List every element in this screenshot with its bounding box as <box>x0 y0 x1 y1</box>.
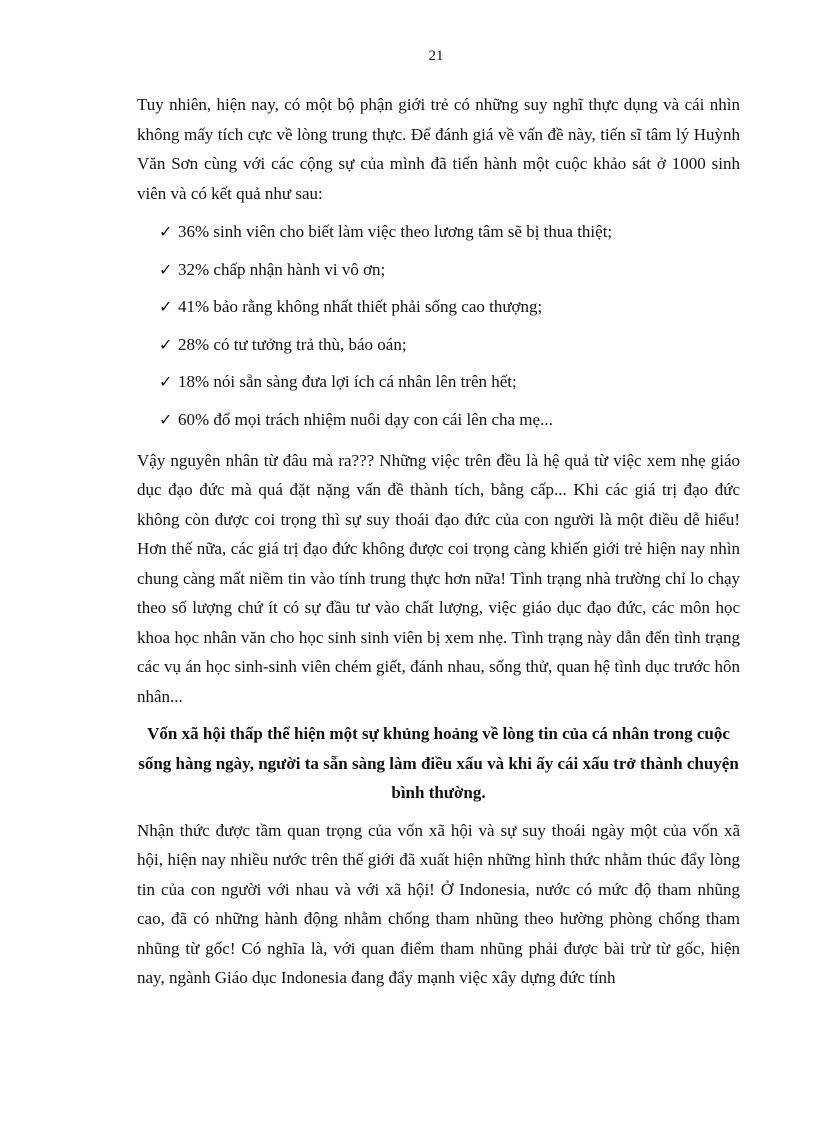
checkmark-icon: ✓ <box>159 411 173 429</box>
intro-paragraph: Tuy nhiên, hiện nay, có một bộ phận giới trẻ có những suy nghĩ thực dụng và cái nhìn không mấy tích cực về lòng trung thực. Để đánh giá về vấn đề này, tiến sĩ tâm lý Huỳnh Văn Sơn cùng với các cộng sự của mình đã tiến hành một cuộc khảo sát ở 1000 sinh viên và có kết quả như sau: <box>137 95 740 203</box>
list-item <box>159 364 740 402</box>
document-body <box>137 90 740 993</box>
survey-item-text: 60% đổ mọi trách nhiệm nuôi dạy con cái lên cha mẹ... <box>178 409 553 429</box>
survey-item-text: 28% có tư tưởng trả thù, báo oán; <box>178 334 407 354</box>
cause-paragraph: Vậy nguyên nhân từ đâu mà ra??? Những việc trên đều là hệ quả từ việc xem nhẹ giáo dục đạo đức mà quá đặt nặng vấn đề thành tích, bằng cấp... Khi các giá trị đạo đức không còn được coi trọng thì sự suy thoái đạo đức của con người là một điều dễ hiểu! Hơn thế nữa, các giá trị đạo đức không được coi trọng càng khiến giới trẻ hiện nay nhìn chung càng mất niềm tin vào tính trung thực hơn nữa! Tình trạng nhà trường chỉ lo chạy theo số lượng chứ ít có sự đầu tư vào chất lượng, việc giáo dục đạo đức, các môn học khoa học nhân văn cho học sinh sinh viên bị xem nhẹ. Tình trạng này dẫn đến tình trạng các vụ án học sinh-sinh viên chém giết, đánh nhau, sống thử, quan hệ tình dục trước hôn nhân... <box>137 450 740 706</box>
section-heading: Vốn xã hội thấp thể hiện một sự khủng hoảng về lòng tin của cá nhân trong cuộc sống hàng ngày, người ta sẵn sàng làm điều xấu và khi ấy cái xấu trở thành chuyện bình thường. <box>138 724 739 803</box>
checkmark-icon: ✓ <box>159 299 173 317</box>
survey-item-text: 18% nói sẵn sàng đưa lợi ích cá nhân lên trên hết; <box>178 372 517 392</box>
list-item <box>159 402 740 440</box>
list-item <box>159 252 740 290</box>
survey-item-text: 41% bảo rằng không nhất thiết phải sống cao thượng; <box>178 297 543 317</box>
list-item <box>159 289 740 327</box>
survey-results-list <box>137 214 740 440</box>
survey-item-text: 36% sinh viên cho biết làm việc theo lương tâm sẽ bị thua thiệt; <box>178 222 613 241</box>
survey-item-text: 32% chấp nhận hành vi vô ơn; <box>178 259 386 279</box>
list-item <box>159 327 740 365</box>
checkmark-icon: ✓ <box>159 261 173 279</box>
page-number: 21 <box>428 48 444 64</box>
checkmark-icon: ✓ <box>159 374 173 392</box>
list-item <box>159 214 740 252</box>
checkmark-icon: ✓ <box>159 336 173 354</box>
checkmark-icon: ✓ <box>159 224 173 241</box>
closing-paragraph: Nhận thức được tầm quan trọng của vốn xã hội và sự suy thoái ngày một của vốn xã hội, hiện nay nhiều nước trên thế giới đã xuất hiện những hình thức nhằm thúc đẩy lòng tin của con người với nhau và với xã hội! Ở Indonesia, nước có mức độ tham nhũng cao, đã có những hành động nhằm chống tham nhũng theo hường phòng chống tham nhũng từ gốc! Có nghĩa là, với quan điểm tham nhũng phải được bài trừ từ gốc, hiện nay, ngành Giáo dục Indonesia đang đẩy mạnh việc xây dựng đức tính <box>137 820 740 988</box>
